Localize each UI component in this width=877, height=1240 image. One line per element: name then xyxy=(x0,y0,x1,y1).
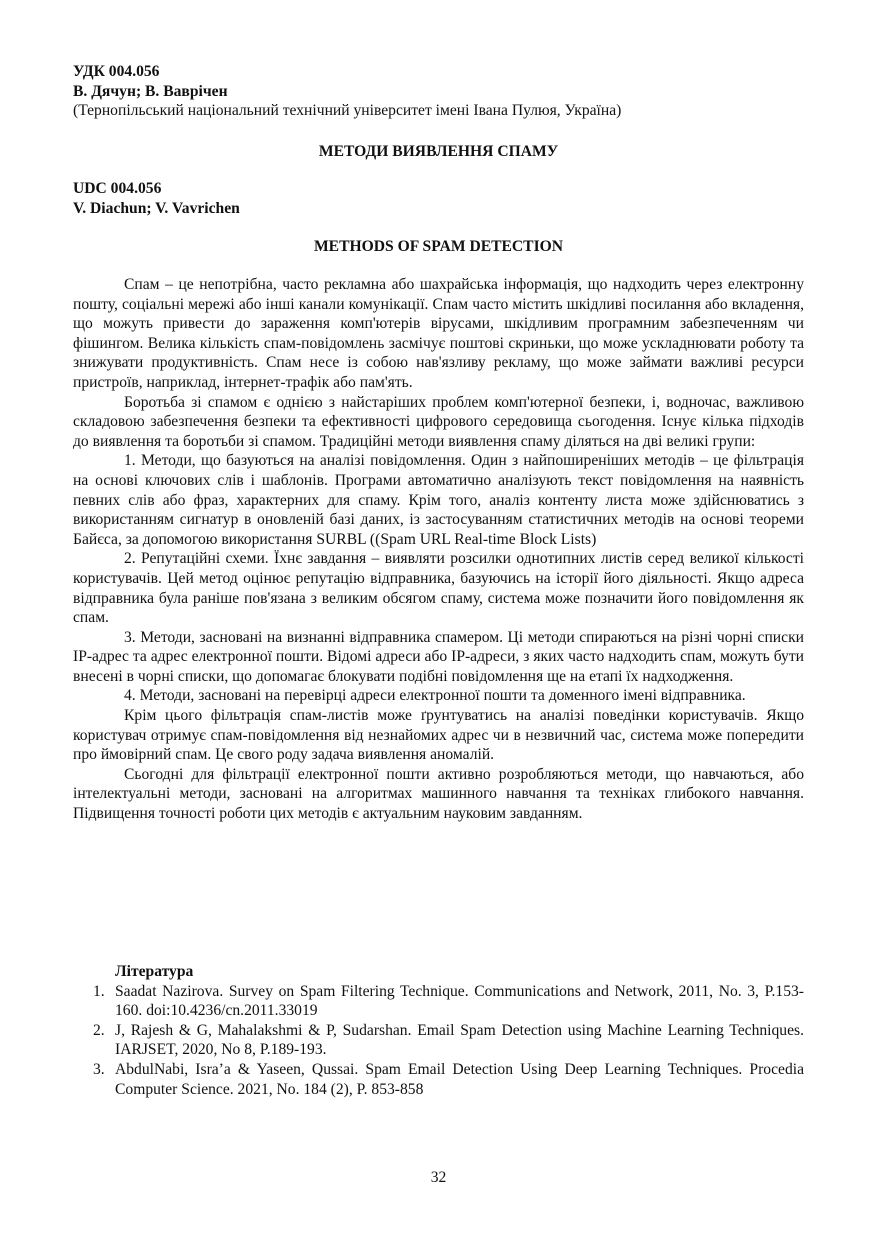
udc-code-en: UDC 004.056 xyxy=(73,180,162,197)
reference-item xyxy=(73,1060,804,1099)
paragraph-intro: Спам – це непотрібна, часто рекламна або шахрайська інформація, що надходить через електронну пошту, соціальні мережі або інші канали комунікації. Спам часто містить шкідливі посилання або вкладення, що можуть привести до зараження комп'ютерів вірусами, шкідливим програмним забезпеченням чи фішингом. Велика кількість спам-повідомлень засмічує поштові скриньки, що може ускладнювати роботу та знижувати продуктивність. Спам несе із собою нав'язливу рекламу, що може займати важливі ресурси пристроїв, наприклад, інтернет-трафік або пам'ять. xyxy=(73,276,804,391)
paragraph-method-4: 4. Методи, засновані на перевірці адреси електронної пошти та доменного імені відправника. xyxy=(124,687,746,705)
paragraph-conclusion: Сьогодні для фільтрації електронної пошти активно розробляються методи, що навчаються, або інтелектуальні методи, засновані на алгоритмах машинного навчання та техніках глибокого навчання. Підвищення точності роботи цих методів є актуальним науковим завданням. xyxy=(73,765,804,823)
page-number: 32 xyxy=(430,1169,447,1186)
reference-item xyxy=(73,1021,804,1060)
affiliation-ua: (Тернопільський національний технічний університет імені Івана Пулюя, Україна) xyxy=(73,102,622,120)
paragraph-method-3: 3. Методи, засновані на визнанні відправника спамером. Ці методи спираються на різні чорні списки IP-адрес та адрес електронної пошти. Відомі адреси або IP-адреси, з яких часто надходить спам, можуть бути внесені в чорні списки, що допомагає блокувати подібні повідомлення ще на етапі їх надходження. xyxy=(73,628,804,685)
udc-code-ua: УДК 004.056 xyxy=(73,63,160,80)
reference-text: J, Rajesh & G, Mahalakshmi & P, Sudarshan. Email Spam Detection using Machine Learning Techniques. IARJSET, 2020, No 8, P.189-193. xyxy=(115,1021,804,1059)
title-ua: МЕТОДИ ВИЯВЛЕННЯ СПАМУ xyxy=(318,143,559,160)
header-ukrainian xyxy=(73,62,804,121)
authors-ua: В. Дячун; В. Ваврічен xyxy=(73,82,228,100)
references-section xyxy=(73,962,804,1099)
title-en: METHODS OF SPAM DETECTION xyxy=(313,238,564,255)
paragraph-approaches: Боротьба зі спамом є однією з найстаріших проблем комп'ютерної безпеки, і, водночас, важливою складовою забезпечення безпеки та ефективності цифрового середовища сьогодення. Існує кілька підходів до виявлення та боротьби зі спамом. Традиційні методи виявлення спаму діляться на дві великі групи: xyxy=(73,393,804,450)
references-heading: Література xyxy=(115,963,194,980)
reference-item xyxy=(73,982,804,1021)
authors-en: V. Diachun; V. Vavrichen xyxy=(73,199,240,217)
reference-text: Saadat Nazirova. Survey on Spam Filtering Technique. Communications and Network, 2011, No. 3, P.153-160. doi:10.4236/cn.2011.33019 xyxy=(115,982,804,1020)
paragraph-method-2: 2. Репутаційні схеми. Їхнє завдання – виявляти розсилки однотипних листів серед великої кількості користувачів. Цей метод оцінює репутацію відправника, базуючись на історії його діяльності. Якщо адреса відправника була раніше пов'язана з великим обсягом спаму, система може позначити його повідомлення як спам. xyxy=(73,550,804,627)
reference-text: AbdulNabi, Isra’a & Yaseen, Qussai. Spam Email Detection Using Deep Learning Techniques. Procedia Computer Science. 2021, No. 184 (2), P. 853-858 xyxy=(115,1060,804,1098)
body-text xyxy=(73,275,804,824)
reference-number: 2. xyxy=(93,1021,105,1039)
header-english xyxy=(73,179,804,218)
paragraph-behavior: Крім цього фільтрація спам-листів може ґрунтуватись на аналізі поведінки користувачів. Якщо користувач отримує спам-повідомлення від незнайомих адрес чи в незвичний час, система може попередити про ймовірний спам. Це свого роду задача виявлення аномалій. xyxy=(73,707,804,764)
reference-number: 1. xyxy=(93,982,105,1000)
reference-number: 3. xyxy=(93,1060,105,1078)
paragraph-method-1: 1. Методи, що базуються на аналізі повідомлення. Один з найпоширеніших методів – це фільтрація на основі ключових слів і шаблонів. Програми автоматично аналізують текст повідомлення на наявність певних слів або фраз, характерних для спаму. Крім того, аналіз контенту листа може здійснюватись з використанням сигнатур в оновленій базі даних, із застосуванням статистичних методів на основі теореми Байєса, за допомогою використання SURBL ((Spam URL Real-time Block Lists) xyxy=(73,452,804,548)
